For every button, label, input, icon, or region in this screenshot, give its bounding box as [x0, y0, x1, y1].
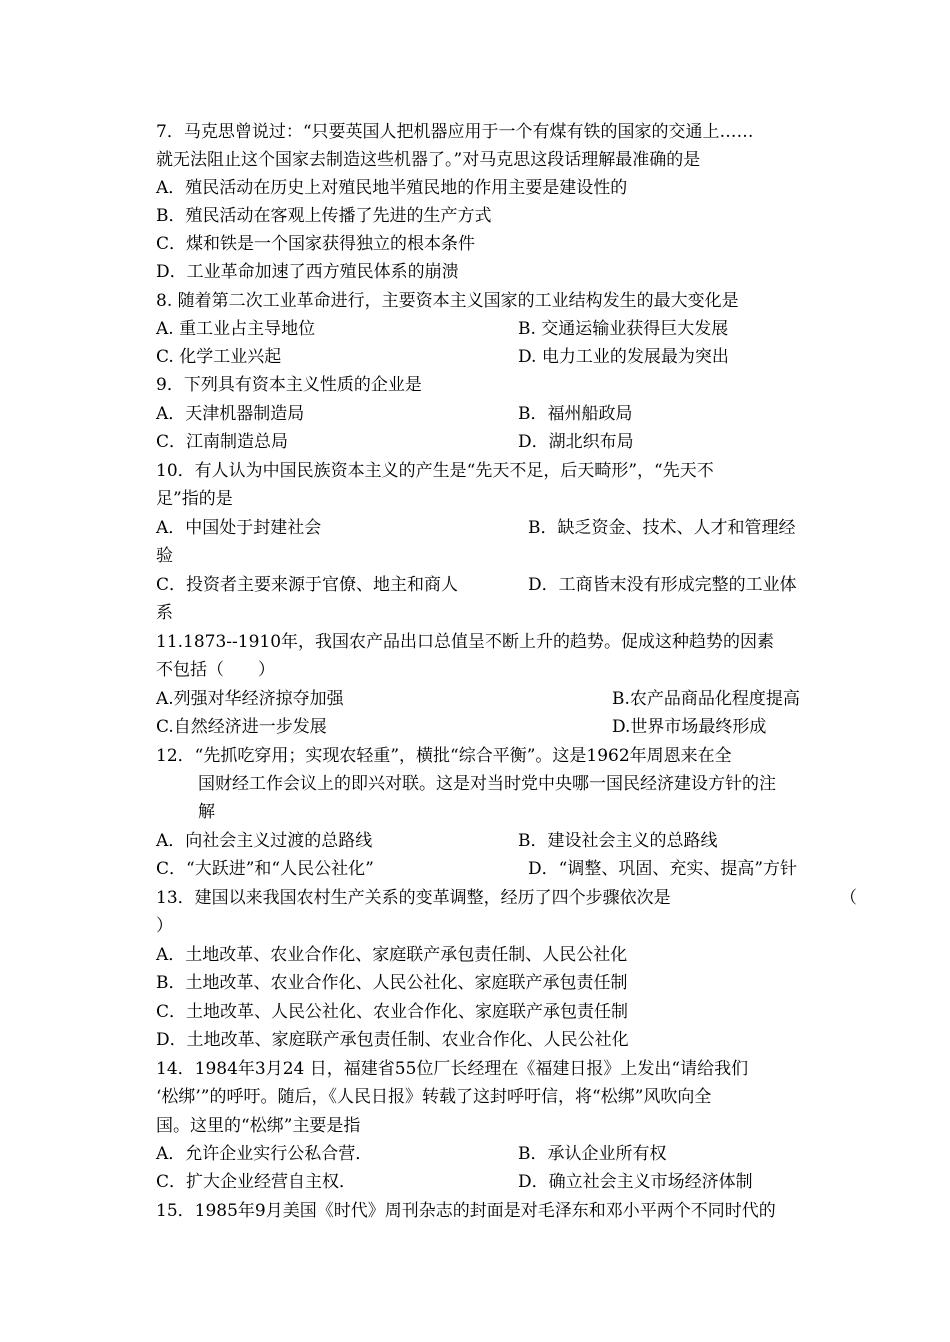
q8-options-row-1: [156, 315, 856, 343]
q13-option-a-text: A．土地改革、农业合作化、家庭联产承包责任制、人民公社化: [156, 945, 628, 965]
q11-stem-text-1: 11.1873--1910年，我国农产品出口总值呈不断上升的趋势。促成这种趋势的因素: [156, 632, 775, 652]
q12-stem-line-2: [198, 770, 858, 798]
q11-option-b: B.农产品商品化程度提高: [612, 689, 800, 709]
q10-option-b-wrap: [156, 542, 856, 570]
q14-stem-text-2: ‘松绑’”的呼吁。随后，《人民日报》转载了这封呼吁信，将“松绑”风吹向全: [156, 1087, 712, 1107]
q14-options-row-2: [156, 1168, 856, 1196]
q7-option-b: [156, 202, 856, 230]
q9-option-c: C．江南制造总局: [156, 432, 289, 452]
q12-stem-line-3: [198, 798, 858, 826]
q7-option-a-text: A．殖民活动在历史上对殖民地半殖民地的作用主要是建设性的: [156, 178, 628, 198]
q9-option-d: D．湖北织布局: [518, 432, 634, 452]
q13-option-c: [156, 998, 856, 1026]
q10-option-b-continued: 验: [156, 546, 173, 566]
q10-stem-line-1: [156, 457, 856, 485]
q14-option-a: A．允许企业实行公私合营．: [156, 1144, 373, 1164]
q9-option-b: B．福州船政局: [518, 404, 633, 424]
q7-stem-text-2: 就无法阻止这个国家去制造这些机器了。”对马克思这段话理解最准确的是: [156, 150, 701, 170]
q11-stem-line-2: [156, 656, 856, 684]
q11-options-row-1: [156, 685, 856, 713]
q13-option-c-text: C．土地改革、人民公社化、农业合作化、家庭联产承包责任制: [156, 1002, 629, 1022]
q10-stem-line-2: [156, 485, 856, 513]
q7-option-c: [156, 230, 856, 258]
q10-options-row-1: [156, 514, 856, 542]
q14-options-row-1: [156, 1140, 856, 1168]
q10-stem-text-2: 足”指的是: [156, 489, 233, 509]
q13-stem-line-1: [156, 884, 856, 912]
q14-option-c: C．扩大企业经营自主权．: [156, 1172, 357, 1192]
q9-options-row-1: [156, 400, 856, 428]
q14-stem-line-3: [156, 1112, 856, 1140]
q11-stem-text-2: 不包括（ ）: [156, 660, 275, 680]
q13-option-b-text: B．土地改革、农业合作化、人民公社化、家庭联产承包责任制: [156, 973, 628, 993]
q11-option-c: C.自然经济进一步发展: [156, 717, 327, 737]
q9-option-a: A．天津机器制造局: [156, 404, 305, 424]
q15-stem-text-1: 15．1985年9月美国《时代》周刊杂志的封面是对毛泽东和邓小平两个不同时代的: [156, 1201, 776, 1221]
q12-stem-text-2: 国财经工作会议上的即兴对联。这是对当时党中央哪一国民经济建设方针的注: [198, 774, 776, 794]
q10-options-row-2: [156, 571, 856, 599]
q10-option-a: A．中国处于封建社会: [156, 518, 322, 538]
q13-option-d: [156, 1026, 856, 1054]
q7-option-d: [156, 258, 856, 286]
q14-stem-line-2: [156, 1083, 856, 1111]
q10-option-d: D．工商皆末没有形成完整的工业体: [528, 575, 797, 595]
q12-option-b: B．建设社会主义的总路线: [518, 831, 718, 851]
q13-stem-text-1: 13．建国以来我国农村生产关系的变革调整，经历了四个步骤依次是: [156, 888, 671, 908]
q8-option-d: D. 电力工业的发展最为突出: [518, 347, 729, 367]
q12-stem-line-1: [156, 742, 856, 770]
q7-option-d-text: D．工业革命加速了西方殖民体系的崩溃: [156, 262, 459, 282]
q8-option-a: A. 重工业占主导地位: [156, 319, 316, 339]
q15-stem-line-1: [156, 1197, 856, 1225]
q11-options-row-2: [156, 713, 856, 741]
q12-option-c: C．“大跃进”和“人民公社化”: [156, 859, 374, 879]
q7-stem-line-2: [156, 146, 856, 174]
q13-option-b: [156, 969, 856, 997]
q8-stem-text: 8. 随着第二次工业革命进行，主要资本主义国家的工业结构发生的最大变化是: [156, 291, 739, 311]
q9-stem-line: [156, 371, 856, 399]
q8-options-row-2: [156, 343, 856, 371]
q9-stem-text: 9．下列具有资本主义性质的企业是: [156, 375, 422, 395]
q13-stem-line-2: [156, 912, 856, 940]
q11-stem-line-1: [156, 628, 856, 656]
q8-option-c: C. 化学工业兴起: [156, 347, 282, 367]
q7-option-b-text: B．殖民活动在客观上传播了先进的生产方式: [156, 206, 492, 226]
q13-answer-paren-open: （: [840, 888, 857, 908]
q14-option-d: D．确立社会主义市场经济体制: [518, 1172, 753, 1192]
q11-option-a: A.列强对华经济掠夺加强: [156, 689, 344, 709]
q14-stem-line-1: [156, 1055, 856, 1083]
q13-option-d-text: D．土地改革、家庭联产承包责任制、农业合作化、人民公社化: [156, 1030, 629, 1050]
q14-stem-text-1: 14．1984年3月24 日，福建省55位厂长经理在《福建日报》上发出“请给我们: [156, 1059, 749, 1079]
q8-option-b: B. 交通运输业获得巨大发展: [518, 319, 729, 339]
q10-option-d-wrap: [156, 599, 856, 627]
q7-option-c-text: C．煤和铁是一个国家获得独立的根本条件: [156, 234, 476, 254]
q12-options-row-2: [156, 855, 856, 883]
q12-options-row-1: [156, 827, 856, 855]
q13-answer-paren-close: ）: [156, 916, 173, 936]
q10-stem-text-1: 10．有人认为中国民族资本主义的产生是“先天不足，后天畸形”，“先天不: [156, 461, 714, 481]
q13-option-a: [156, 941, 856, 969]
q12-stem-text-1: 12．“先抓吃穿用；实现农轻重”，横批“综合平衡”。这是1962年周恩来在全: [156, 746, 732, 766]
q8-stem-line: [156, 287, 856, 315]
q12-stem-text-3: 解: [198, 802, 215, 822]
q7-stem-text-1: 7．马克思曾说过：“只要英国人把机器应用于一个有煤有铁的国家的交通上……: [156, 122, 754, 142]
q9-options-row-2: [156, 428, 856, 456]
q10-option-c: C．投资者主要来源于官僚、地主和商人: [156, 575, 459, 595]
q10-option-b: B．缺乏资金、技术、人才和管理经: [528, 518, 796, 538]
q14-option-b: B．承认企业所有权: [518, 1144, 667, 1164]
q12-option-a: A．向社会主义过渡的总路线: [156, 831, 373, 851]
q10-option-d-continued: 系: [156, 603, 173, 623]
q7-stem-line-1: [156, 118, 856, 146]
q7-option-a: [156, 174, 856, 202]
q11-option-d: D.世界市场最终形成: [612, 717, 767, 737]
q14-stem-text-3: 国。这里的“松绑”主要是指: [156, 1116, 361, 1136]
q12-option-d: D．“调整、巩固、充实、提高”方针: [528, 859, 798, 879]
